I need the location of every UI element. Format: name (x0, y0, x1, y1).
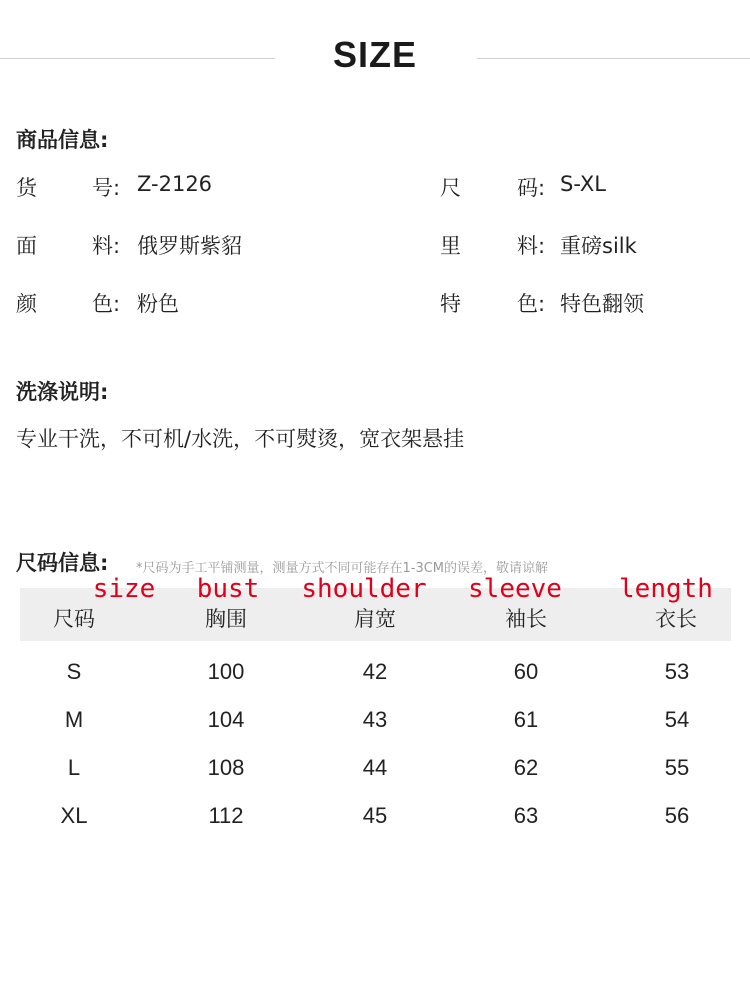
size-info-heading: 尺码信息: (16, 551, 109, 575)
column-header-en: length (619, 574, 713, 604)
fabric-label-a: 面 (16, 234, 37, 258)
color-value: 粉色 (137, 292, 179, 316)
feature-value: 特色翻领 (560, 292, 644, 316)
column-header-en: size (92, 574, 156, 604)
wash-instructions: 专业干洗，不可机/水洗，不可熨烫，宽衣架悬挂 (16, 427, 465, 451)
color-label-b: 色: (92, 292, 121, 316)
page-title: SIZE (332, 34, 417, 75)
lining-label-a: 里 (440, 234, 461, 258)
column-header-en: shoulder (301, 574, 427, 604)
color-label-a: 颜 (16, 292, 37, 316)
feature-label-a: 特 (440, 292, 461, 316)
table-cell: 100 (207, 659, 245, 684)
wash-heading: 洗涤说明: (16, 380, 109, 404)
item-no-label-a: 货 (16, 176, 37, 200)
table-cell: 62 (513, 755, 539, 780)
item-no-label-b: 号: (92, 176, 121, 200)
column-header-en: sleeve (468, 574, 562, 604)
item-no-value: Z-2126 (137, 172, 213, 196)
column-header-zh: 肩宽 (354, 607, 396, 631)
table-cell: 104 (207, 707, 245, 732)
table-cell: 54 (664, 707, 690, 732)
table-cell: S (66, 659, 82, 684)
lining-label-b: 料: (517, 234, 546, 258)
size-range-label-b: 码: (517, 176, 546, 200)
table-cell: 43 (362, 707, 388, 732)
table-cell: XL (60, 803, 88, 828)
lining-value: 重磅silk (560, 234, 637, 258)
table-cell: 61 (513, 707, 539, 732)
table-cell: M (64, 707, 84, 732)
measurement-note: *尺码为手工平铺测量，测量方式不同可能存在1-3CM的误差，敬请谅解 (136, 561, 549, 576)
column-header-en: bust (196, 574, 260, 604)
product-info-heading: 商品信息: (16, 128, 109, 152)
table-cell: 63 (513, 803, 539, 828)
column-header-zh: 衣长 (655, 607, 697, 631)
column-header-zh: 尺码 (53, 607, 95, 631)
table-cell: 55 (664, 755, 690, 780)
table-cell: 53 (664, 659, 690, 684)
fabric-label-b: 料: (92, 234, 121, 258)
fabric-value: 俄罗斯紫貂 (137, 234, 242, 258)
table-cell: 112 (208, 803, 244, 828)
table-cell: L (67, 755, 81, 780)
table-cell: 108 (207, 755, 245, 780)
table-cell: 42 (362, 659, 388, 684)
column-header-zh: 袖长 (505, 607, 547, 631)
table-cell: 56 (664, 803, 690, 828)
size-range-label-a: 尺 (440, 176, 461, 200)
table-cell: 44 (362, 755, 388, 780)
feature-label-b: 色: (517, 292, 546, 316)
table-cell: 60 (513, 659, 539, 684)
column-header-zh: 胸围 (205, 607, 247, 631)
size-range-value: S-XL (560, 172, 606, 196)
table-cell: 45 (362, 803, 388, 828)
